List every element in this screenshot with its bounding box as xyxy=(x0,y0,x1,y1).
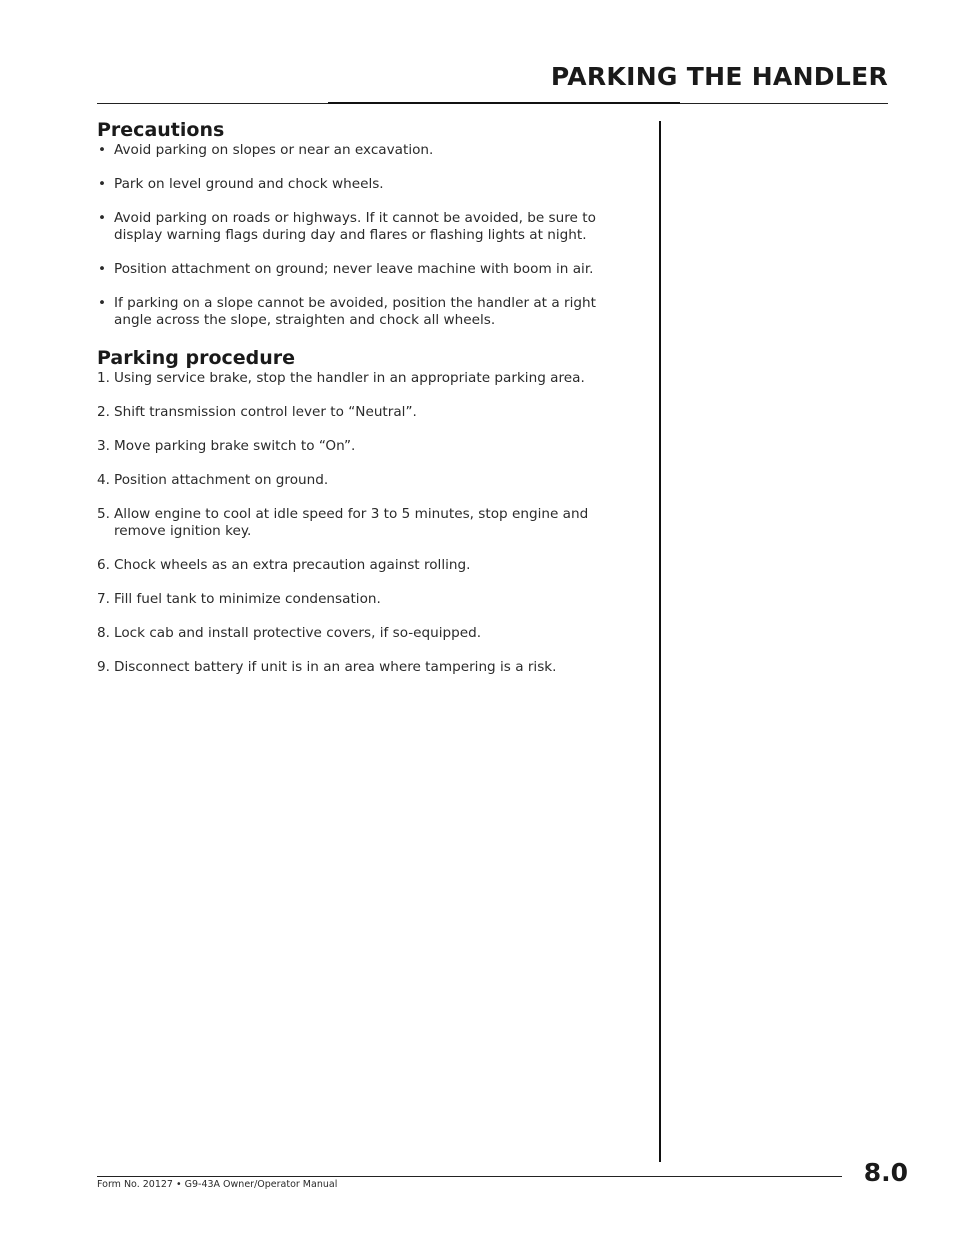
bullet-marker: • xyxy=(98,295,107,311)
column-divider xyxy=(659,121,661,1162)
step-text: Position attachment on ground. xyxy=(114,472,329,488)
step-number: 7. xyxy=(97,591,110,607)
step-number: 3. xyxy=(97,438,110,454)
list-item xyxy=(97,659,629,676)
step-number: 6. xyxy=(97,557,110,573)
list-item xyxy=(97,142,629,159)
step-text: Fill fuel tank to minimize condensation. xyxy=(114,591,381,607)
list-item xyxy=(97,625,629,642)
step-text: Disconnect battery if unit is in an area where tampering is a risk. xyxy=(114,659,557,675)
step-text: Shift transmission control lever to “Neutral”. xyxy=(114,404,417,420)
step-text: Move parking brake switch to “On”. xyxy=(114,438,356,454)
step-text: Lock cab and install protective covers, if so-equipped. xyxy=(114,625,482,641)
procedure-list xyxy=(97,370,629,676)
precautions-list xyxy=(97,142,629,329)
footer-rule xyxy=(97,1176,842,1177)
footer-form-number: Form No. 20127 • G9-43A Owner/Operator Manual xyxy=(97,1179,338,1190)
list-item xyxy=(97,438,629,455)
bullet-marker: • xyxy=(98,210,107,226)
list-item-text: If parking on a slope cannot be avoided, position the handler at a right angle across the slope, straighten and chock all wheels. xyxy=(114,295,596,328)
list-item xyxy=(97,557,629,574)
step-number: 4. xyxy=(97,472,110,488)
list-item xyxy=(97,506,629,540)
precautions-heading: Precautions xyxy=(97,119,225,141)
step-number: 1. xyxy=(97,370,110,386)
page-title: PARKING THE HANDLER xyxy=(550,62,888,91)
bullet-marker: • xyxy=(98,176,107,192)
step-text: Allow engine to cool at idle speed for 3 to 5 minutes, stop engine and remove ignition key. xyxy=(114,506,589,539)
precautions-section xyxy=(97,118,629,329)
list-item xyxy=(97,472,629,489)
parking-procedure-section xyxy=(97,346,629,676)
step-text: Using service brake, stop the handler in an appropriate parking area. xyxy=(114,370,585,386)
bullet-marker: • xyxy=(98,261,107,277)
list-item xyxy=(97,404,629,421)
list-item xyxy=(97,370,629,387)
list-item xyxy=(97,591,629,608)
step-number: 2. xyxy=(97,404,110,420)
main-content xyxy=(97,118,629,676)
list-item xyxy=(97,176,629,193)
header-accent-rule xyxy=(328,102,680,104)
list-item-text: Avoid parking on slopes or near an excavation. xyxy=(114,142,434,158)
bullet-marker: • xyxy=(98,142,107,158)
step-number: 9. xyxy=(97,659,110,675)
page-number: 8.0 xyxy=(863,1158,908,1187)
list-item xyxy=(97,210,629,244)
step-number: 5. xyxy=(97,506,110,522)
procedure-heading: Parking procedure xyxy=(97,347,296,369)
list-item-text: Position attachment on ground; never leave machine with boom in air. xyxy=(114,261,594,277)
list-item-text: Park on level ground and chock wheels. xyxy=(114,176,384,192)
list-item-text: Avoid parking on roads or highways. If it cannot be avoided, be sure to display warning flags during day and flares or flashing lights at night. xyxy=(114,210,596,243)
step-number: 8. xyxy=(97,625,110,641)
section-spacer xyxy=(97,329,629,346)
step-text: Chock wheels as an extra precaution against rolling. xyxy=(114,557,471,573)
list-item xyxy=(97,295,629,329)
list-item xyxy=(97,261,629,278)
